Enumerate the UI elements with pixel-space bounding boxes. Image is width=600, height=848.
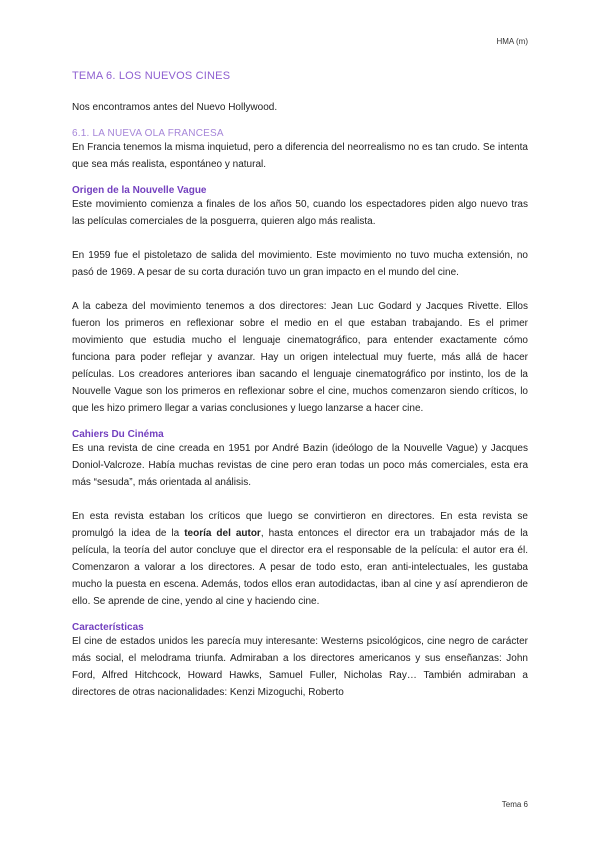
text-run: En esta revista estaban los críticos que luego se convirtieron en directores. En esta revista se promulgó la idea de la <box>72 511 528 539</box>
page-footer: Tema 6 <box>501 800 528 809</box>
caracteristicas-paragraph: El cine de estados unidos les parecía muy interesante: Westerns psicológicos, cine negro de carácter más social, el melodrama triunfa. Admiraban a los directores americanos y sus enseñanzas: John Ford, Alfred Hitchcock, Howard Hawks, Samuel Fuller, Nicholas Ray… También admiraban a directores de otras nacionalidades: Kenzi Mizoguchi, Roberto <box>72 636 528 698</box>
subheading-cahiers: Cahiers Du Cinéma <box>72 429 164 440</box>
text-run: , hasta entonces el director era un trabajador más de la película, la teoría del autor concluye que el director era el responsable de la película: el autor era él. Comenzaron a valorar a los directores. A pesar de todo esto, eran anti-intelectuales, les gustaba mucho la puesta en escena. Además, todos ellos eran autodidactas, iban al cine y así aprendieron de ello. Se aprende de cine, yendo al cine y haciendo cine. <box>72 528 528 607</box>
cahiers-paragraph-1: Es una revista de cine creada en 1951 por André Bazin (ideólogo de la Nouvelle Vague) y Jacques Doniol-Valcroze. Había muchas revistas de cine pero eran todas un poco más comerciales, esta era más “sesuda”, más orientada al análisis. <box>72 443 528 488</box>
section-heading-nueva-ola: 6.1. LA NUEVA OLA FRANCESA <box>72 128 224 139</box>
page-content <box>72 70 528 701</box>
subheading-origen: Origen de la Nouvelle Vague <box>72 185 207 196</box>
origen-paragraph-2: En 1959 fue el pistoletazo de salida del movimiento. Este movimiento no tuvo mucha extensión, no pasó de 1969. A pesar de su corta duración tuvo un gran impacto en el mundo del cine. <box>72 250 528 278</box>
nueva-ola-paragraph: En Francia tenemos la misma inquietud, pero a diferencia del neorrealismo no es tan crudo. Se intenta que sea más realista, espontáneo y natural. <box>72 142 528 170</box>
cahiers-paragraph-2 <box>72 508 528 610</box>
chapter-title: TEMA 6. LOS NUEVOS CINES <box>72 70 231 82</box>
origen-paragraph-3: A la cabeza del movimiento tenemos a dos directores: Jean Luc Godard y Jacques Rivette. Ellos fueron los primeros en reflexionar sobre el medio en el que estaban trabajando. Es el primer movimiento que estudia mucho el lenguaje cinematográfico, para entender exactamente cómo funciona para poder reflejar y avanzar. Hay un origen intelectual muy fuerte, más allá de hacer películas. Los creadores anteriores iban sacando el lenguaje cinematográfico por instinto, los de la Nouvelle Vague son los primeros en reflexionar sobre el cine, muchos comenzaron siendo críticos, lo que les hizo primero llegar a varias conclusiones y luego lanzarse a hacer cine. <box>72 301 528 414</box>
origen-paragraph-1: Este movimiento comienza a finales de los años 50, cuando los espectadores piden algo nuevo tras las películas comerciales de la posguerra, quieren algo más realista. <box>72 199 528 227</box>
bold-term: teoría del autor <box>184 528 261 539</box>
intro-paragraph: Nos encontramos antes del Nuevo Hollywood. <box>72 102 278 113</box>
running-header: HMA (m) <box>496 37 528 46</box>
subheading-caracteristicas: Características <box>72 622 144 633</box>
